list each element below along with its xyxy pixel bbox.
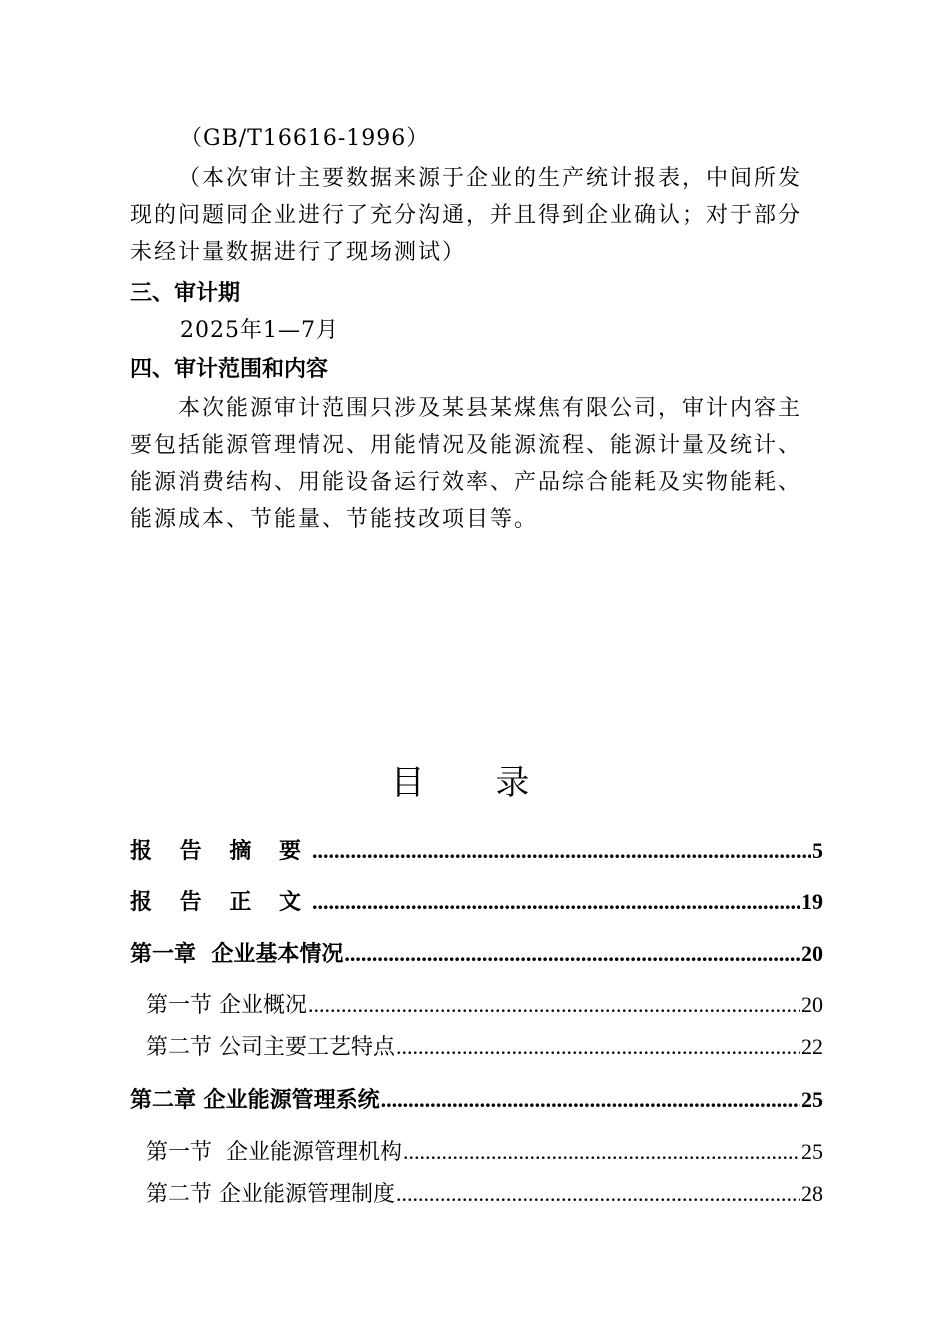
toc-entry-page: 19	[801, 889, 823, 914]
toc-entry-page: 20	[801, 941, 823, 966]
toc-entry-label: 第一节 企业概况	[146, 993, 307, 1018]
toc-entry-page: 20	[801, 992, 823, 1017]
toc-leader-dots	[396, 1179, 800, 1209]
audit-period: 2025年1—7月	[180, 318, 339, 343]
toc-leader-dots	[312, 836, 811, 866]
toc-entry[interactable]	[130, 939, 823, 970]
toc-entry-label: 第一节 企业能源管理机构	[146, 1140, 402, 1165]
toc-entry-page: 5	[812, 838, 823, 863]
toc-entry-label: 报 告 正 文	[130, 890, 311, 915]
toc-entry-page: 28	[801, 1181, 823, 1206]
section-3-heading: 三、审计期	[130, 281, 241, 306]
audit-scope-content: 本次能源审计范围只涉及某县某煤焦有限公司，审计内容主要包括能源管理情况、用能情况及能源流程、能源计量及统计、能源消费结构、用能设备运行效率、产品综合能耗及实物能耗、能源成本、节能量、节能技改项目等。	[130, 396, 803, 532]
toc-entry-label: 第二章 企业能源管理系统	[130, 1088, 380, 1113]
toc-title: 目 录	[390, 763, 560, 803]
toc-leader-dots	[381, 1085, 800, 1115]
toc-entry-page: 25	[801, 1087, 823, 1112]
standard-code: （GB/T16616-1996）	[180, 126, 430, 151]
toc-entry[interactable]	[130, 836, 823, 867]
toc-entry[interactable]	[130, 1085, 823, 1116]
toc-entry[interactable]	[146, 1032, 823, 1063]
toc-leader-dots	[312, 887, 800, 917]
toc-entry[interactable]	[146, 1137, 823, 1168]
toc-entry-label: 第一章 企业基本情况	[130, 942, 344, 967]
toc-leader-dots	[344, 939, 800, 969]
toc-leader-dots	[403, 1137, 800, 1167]
toc-entry-page: 25	[801, 1139, 823, 1164]
toc-leader-dots	[396, 1032, 800, 1062]
toc-entry-page: 22	[801, 1034, 823, 1059]
toc-entry-label: 第二节 企业能源管理制度	[146, 1182, 395, 1207]
toc-entry[interactable]	[130, 887, 823, 918]
toc-entry-label: 报 告 摘 要	[130, 839, 311, 864]
toc-entry-label: 第二节 公司主要工艺特点	[146, 1035, 395, 1060]
data-source-note: （本次审计主要数据来源于企业的生产统计报表，中间所发现的问题同企业进行了充分沟通，并且得到企业确认；对于部分未经计量数据进行了现场测试）	[130, 166, 803, 265]
toc-entry[interactable]	[146, 1179, 823, 1210]
toc-leader-dots	[308, 990, 800, 1020]
section-4-heading: 四、审计范围和内容	[130, 357, 329, 382]
toc-entry[interactable]	[146, 990, 823, 1021]
